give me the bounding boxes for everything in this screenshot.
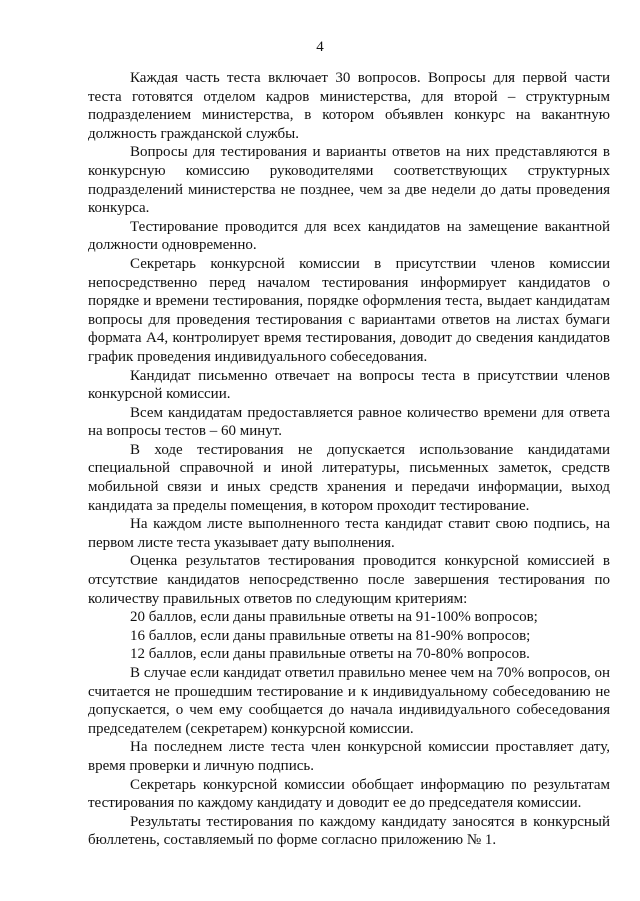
criteria-item: 20 баллов, если даны правильные ответы на 91-100% вопросов; (130, 609, 538, 626)
paragraph: Секретарь конкурсной комиссии обобщает информацию по результатам тестирования по каждому кандидату и доводит ее до председателя комиссии. (88, 776, 610, 812)
paragraph: Тестирование проводится для всех кандидатов на замещение вакантной должности одновременно. (88, 218, 610, 254)
document-body (88, 69, 610, 850)
paragraph: Секретарь конкурсной комиссии в присутствии членов комиссии непосредственно перед началом тестирования информирует кандидатов о порядке и времени тестирования, порядке оформления теста, выдает кандидатам вопросы для проведения тестирования с вариантами ответов на листах бумаги формата А4, контролирует время тестирования, доводит до сведения кандидатов график проведения индивидуального собеседования. (88, 255, 610, 365)
paragraph: Кандидат письменно отвечает на вопросы теста в присутствии членов конкурсной комиссии. (88, 367, 610, 403)
paragraph: В случае если кандидат ответил правильно менее чем на 70% вопросов, он считается не прошедшим тестирование и к индивидуальному собеседованию не допускается, о чем ему сообщается до начала индивидуального собеседования председателем (секретарем) конкурсной комиссии. (88, 665, 610, 737)
criteria-item: 16 баллов, если даны правильные ответы на 81-90% вопросов; (130, 627, 531, 644)
paragraph: Всем кандидатам предоставляется равное количество времени для ответа на вопросы тестов – 60 минут. (88, 404, 610, 440)
paragraph: На последнем листе теста член конкурсной комиссии проставляет дату, время проверки и личную подпись. (88, 739, 610, 774)
page-number: 4 (316, 39, 324, 55)
paragraph: На каждом листе выполненного теста кандидат ставит свою подпись, на первом листе теста указывает дату выполнения. (88, 516, 610, 551)
paragraph: Каждая часть теста включает 30 вопросов. Вопросы для первой части теста готовятся отделом кадров министерства, для второй – структурным подразделением министерства, в котором объявлен конкурс на вакантную должность гражданской службы. (88, 70, 610, 142)
paragraph: Результаты тестирования по каждому кандидату заносятся в конкурсный бюллетень, составляемый по форме согласно приложению № 1. (88, 813, 610, 849)
paragraph: Вопросы для тестирования и варианты ответов на них представляются в конкурсную комиссию руководителями соответствующих структурных подразделений министерства не позднее, чем за две недели до даты проведения конкурса. (88, 144, 610, 217)
paragraph: Оценка результатов тестирования проводится конкурсной комиссией в отсутствие кандидатов непосредственно после завершения тестирования по количеству правильных ответов по следующим критериям: (88, 553, 610, 607)
paragraph: В ходе тестирования не допускается использование кандидатами специальной справочной и иной литературы, письменных заметок, средств мобильной связи и иных средств хранения и передачи информации, выход кандидата за пределы помещения, в котором проходит тестирование. (88, 441, 610, 514)
criteria-item: 12 баллов, если даны правильные ответы на 70-80% вопросов. (130, 646, 530, 663)
